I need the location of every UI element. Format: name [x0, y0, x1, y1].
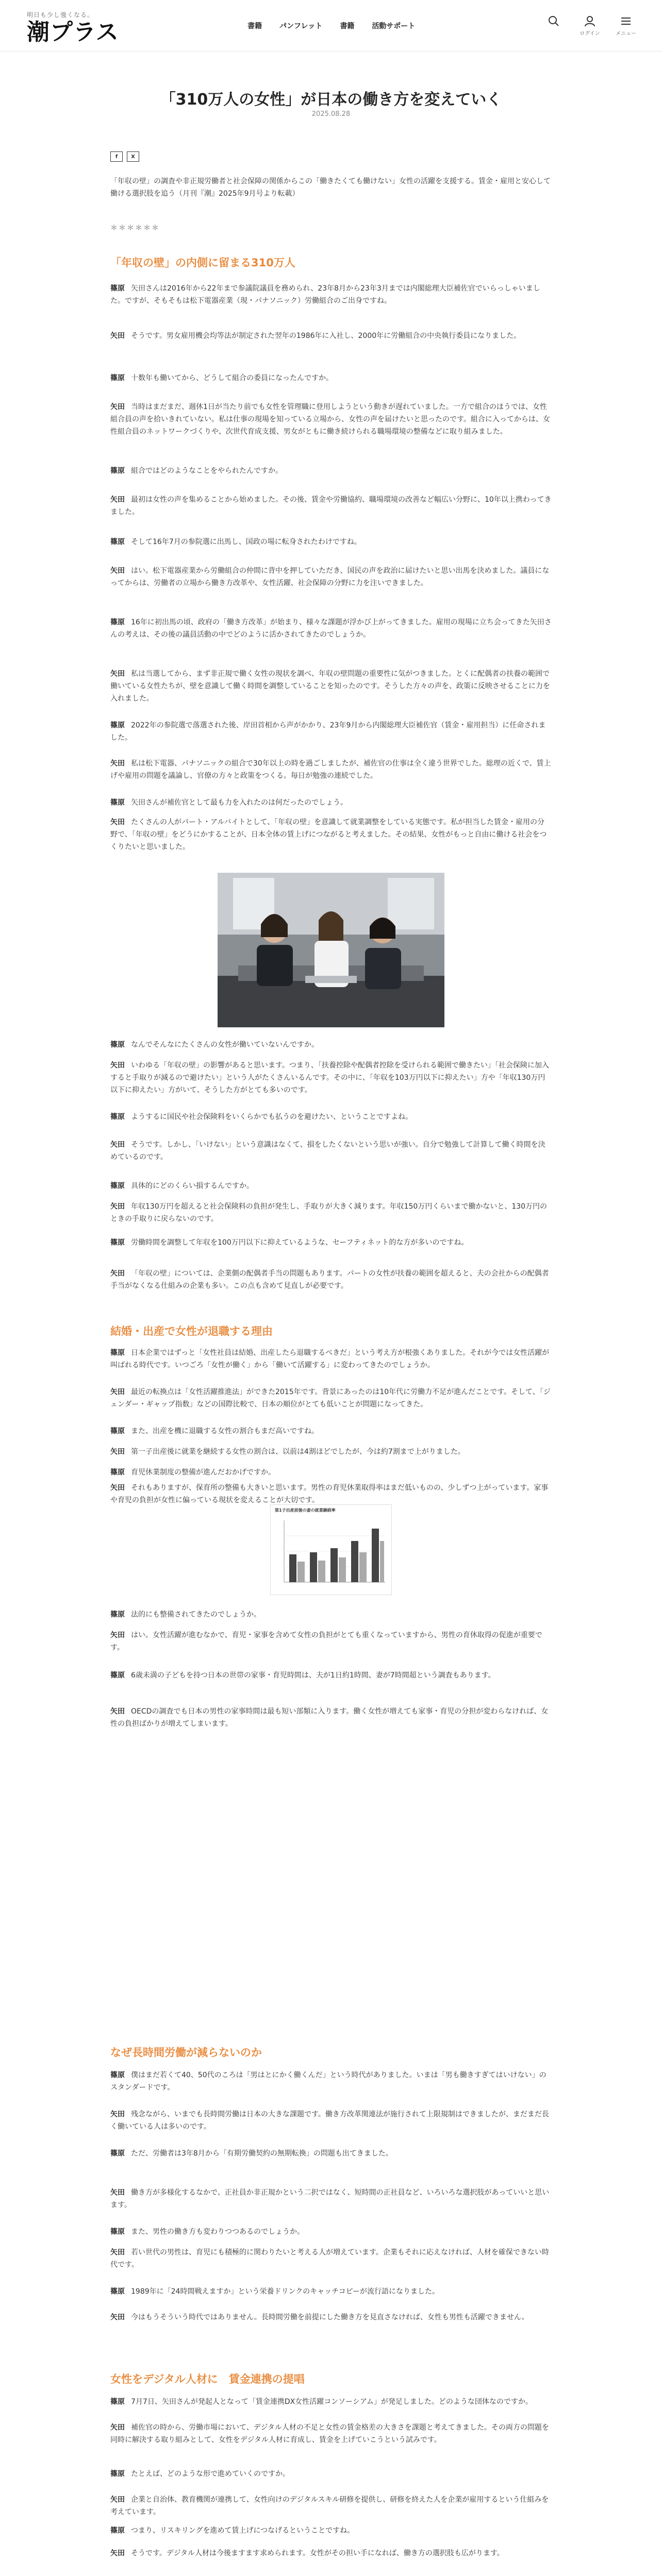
paragraph-text: 残念ながら、いまでも長時間労働は日本の大きな課題です。働き方改革関連法が施行されて上限規制はできましたが、まだまだ長く働いている人は多いのです。 [110, 2110, 549, 2131]
nav-item-books[interactable]: 書籍 [247, 22, 262, 30]
dialogue-paragraph [110, 465, 552, 477]
login-button[interactable] [578, 15, 601, 37]
dialogue-paragraph [110, 282, 552, 307]
speaker: 篠原 [110, 2228, 125, 2236]
paragraph-text: 第一子出産後に就業を継続する女性の割合は、以前は4割ほどでしたが、今は約7割まで上がりました。 [131, 1448, 465, 1456]
paragraph-text: そして16年7月の参院選に出馬し、国政の場に転身されたわけですね。 [131, 538, 361, 546]
dialogue-paragraph [110, 2187, 552, 2211]
paragraph-text: 1989年に「24時間戦えますか」という栄養ドリンクのキャッチコピーが流行語になりました。 [131, 2287, 440, 2296]
paragraph-text: そうです。男女雇用機会均等法が制定された翌年の1986年に入社し、2000年に労働組合の中央執行委員になりました。 [131, 332, 521, 340]
speaker: 篠原 [110, 1611, 125, 1619]
speaker: 篠原 [110, 1671, 125, 1680]
speaker: 篠原 [110, 2149, 125, 2158]
speaker: 篠原 [110, 2398, 125, 2406]
paragraph-text: 補佐官の時から、労働市場において、デジタル人材の不足と女性の賃金格差の大きさを課題と考えてきました。その両方の問題を同時に解決する取り組みとして、女性をデジタル人材に育成し、賃金を上げていこうという試みです。 [110, 2424, 549, 2444]
article-lead: 「年収の壁」の調査や非正規労働者と社会保障の関係からこの「働きたくても働けない」女性の活躍を支援する。賃金・雇用と安心して働ける選択肢を追う（月刊『潮』2025年9月号より転載） [110, 177, 551, 198]
paragraph-text: OECDの調査でも日本の男性の家事時間は最も短い部類に入ります。働く女性が増えても家事・育児の分担が変わらなければ、女性の負担ばかりが増えてしまいます。 [110, 1707, 549, 1728]
dialogue-paragraph [110, 1347, 552, 1371]
paragraph-text: また、男性の働き方も変わりつつあるのでしょうか。 [131, 2228, 304, 2236]
speaker: 矢田 [110, 403, 125, 411]
speaker: 矢田 [110, 2189, 125, 2197]
paragraph-text: 若い世代の男性は、育児にも積極的に関わりたいと考える人が増えています。企業もそれに応えなければ、人材を確保できない時代です。 [110, 2248, 549, 2269]
user-icon [584, 15, 595, 27]
speaker: 矢田 [110, 1484, 125, 1492]
speaker: 篠原 [110, 1041, 125, 1049]
paragraph-text: 働き方が多様化するなかで、正社員か非正規かという二択ではなく、短時間の正社員など、いろいろな選択肢があっていいと思います。 [110, 2189, 550, 2209]
dialogue-paragraph [110, 719, 552, 744]
speaker: 矢田 [110, 759, 125, 768]
speaker: 矢田 [110, 1269, 125, 1278]
dialogue-paragraph [110, 1482, 552, 1506]
dialogue-paragraph [110, 1705, 552, 1730]
speaker: 矢田 [110, 2549, 125, 2557]
paragraph-text: 具体的にどのくらい損するんですか。 [131, 1182, 254, 1190]
section-heading: 「年収の壁」の内側に留まる310万人 [110, 257, 295, 269]
site-header [0, 0, 662, 52]
share-buttons [110, 151, 139, 162]
dialogue-paragraph [110, 2524, 552, 2537]
speaker: 矢田 [110, 2248, 125, 2257]
dialogue-paragraph [110, 1111, 552, 1123]
paragraph-text: 7月7日、矢田さんが発起人となって「賃金連携DX女性活躍コンソーシアム」が発足しました。どのような団体なのですか。 [131, 2398, 533, 2406]
dialogue-paragraph [110, 536, 552, 548]
paragraph-text: 矢田さんが補佐官として最も力を入れたのは何だったのでしょう。 [131, 799, 347, 807]
speaker: 矢田 [110, 496, 125, 504]
dialogue-paragraph [110, 1139, 552, 1163]
dialogue-paragraph [110, 401, 552, 438]
paragraph-text: いわゆる「年収の壁」の影響があると思います。つまり、「扶養控除や配偶者控除を受けられる範囲で働きたい」「社会保険に加入すると手取りが減るので避けたい」という人がたくさんいるんです。その中に、「年収を103万円以下に抑えたい」方や「年収130万円以下に抑えたい」方がいて、そうした方がとても多いのです。 [110, 1061, 549, 1094]
speaker: 矢田 [110, 2110, 125, 2119]
menu-label: メニュー [616, 31, 636, 37]
speaker: 篠原 [110, 618, 125, 626]
paragraph-text: 16年に初出馬の頃、政府の「働き方改革」が始まり、様々な課題が浮かび上がってきました。雇用の現場に立ち会ってきた矢田さんの考えは、その後の議員活動の中でどのように活かされてきたのでしょうか。 [110, 618, 552, 639]
logo-tagline: 明日も少し強くなる。 [27, 11, 94, 19]
paragraph-text: 矢田さんは2016年から22年まで参議院議員を務められ、23年8月から23年3月までは内閣総理大臣補佐官でいらっしゃいました。ですが、そもそもは松下電器産業（現・パナソニック）労働組合のご出身ですね。 [110, 284, 540, 305]
speaker: 篠原 [110, 799, 125, 807]
dialogue-paragraph [110, 816, 552, 853]
paragraph-text: 2022年の参院選で落選された後、岸田首相から声がかかり、23年9月から内閣総理大臣補佐官（賃金・雇用担当）に任命されました。 [110, 721, 546, 742]
speaker: 篠原 [110, 284, 125, 293]
share-x-button[interactable]: X [127, 151, 139, 162]
share-facebook-button[interactable]: f [110, 151, 123, 162]
section-heading: 女性をデジタル人材に 賃金連携の提唱 [110, 2373, 305, 2385]
paragraph-text: 当時はまだまだ、週休1日が当たり前でも女性を管理職に登用しようという動きが遅れていました。一方で組合のほうでは、女性組合員の声を拾いきれていない。私は仕事の現場を知っている立場から、女性の声を届けたいと思ったのです。組合に入ってからは、女性組合員のネットワークづくりや、次世代育成支援、男女がともに働き続けられる職場環境の整備などに取り組みました。 [110, 403, 550, 436]
section-heading: 結婚・出産で女性が退職する理由 [110, 1325, 273, 1337]
speaker: 篠原 [110, 2527, 125, 2535]
speaker: 矢田 [110, 1631, 125, 1639]
nav-item-pamphlet[interactable]: パンフレット [279, 22, 323, 30]
speaker: 矢田 [110, 670, 125, 678]
speaker: 矢田 [110, 1202, 125, 1211]
dialogue-paragraph [110, 1608, 552, 1621]
paragraph-text: はい。松下電器産業から労働組合の仲間に背中を押していただき、国民の声を政治に届けたいと思い出馬を決めました。議員になってからは、労働者の立場から働き方改革や、女性活躍、社会保障の分野に力を注いできました。 [110, 567, 550, 587]
speaker: 矢田 [110, 1707, 125, 1716]
dialogue-paragraph [110, 1200, 552, 1225]
dialogue-paragraph [110, 757, 552, 782]
dialogue-paragraph [110, 2246, 552, 2271]
paragraph-text: それもありますが、保育所の整備も大きいと思います。男性の育児休業取得率はまだ低いものの、少しずつ上がっています。家事や育児の負担が女性に偏っている現状を変えることが大切です。 [110, 1484, 549, 1504]
dialogue-paragraph [110, 2547, 552, 2560]
paragraph-text: 最近の転換点は「女性活躍推進法」ができた2015年です。背景にあったのは10年代に労働力不足が進んだことです。そして、「ジェンダー・ギャップ指数」などの国際比較で、日本の順位がとても低いことが問題になってきた。 [110, 1388, 551, 1409]
nav-item-activity-support[interactable]: 活動サポート [372, 22, 416, 30]
speaker: 篠原 [110, 467, 125, 475]
speaker: 篠原 [110, 1427, 125, 1435]
office-photo-image [218, 873, 444, 1027]
speaker: 矢田 [110, 1141, 125, 1149]
speaker: 篠原 [110, 1468, 125, 1477]
dialogue-paragraph [110, 1039, 552, 1051]
dialogue-paragraph [110, 1466, 552, 1479]
paragraph-text: 6歳未満の子どもを持つ日本の世帯の家事・育児時間は、夫が1日約1時間、妻が7時間超という調査もあります。 [131, 1671, 495, 1680]
article-date: 2025.08.28 [311, 110, 351, 118]
paragraph-text: たとえば、どのような形で進めていくのですか。 [131, 2470, 290, 2478]
paragraph-text: 僕はまだ若くて40、50代のころは「男はとにかく働くんだ」という時代がありました。いまは「男も働きすぎてはいけない」のスタンダードです。 [110, 2071, 547, 2092]
dialogue-paragraph [110, 2226, 552, 2238]
paragraph-text: 私は松下電器、パナソニックの組合で30年以上の時を過ごしましたが、補佐官の仕事は全く違う世界でした。総理の近くで、賃上げや雇用の問題を議論し、官僚の方々と政策をつくる。毎日が勉強の連続でした。 [110, 759, 551, 780]
dialogue-paragraph [110, 1180, 552, 1192]
speaker: 篠原 [110, 1239, 125, 1247]
dialogue-paragraph [110, 2108, 552, 2133]
dialogue-paragraph [110, 372, 552, 384]
dialogue-paragraph [110, 1446, 552, 1458]
dialogue-paragraph [110, 668, 552, 705]
divider-mark: ＊＊＊＊＊＊ [110, 224, 160, 232]
paragraph-text: 法的にも整備されてきたのでしょうか。 [131, 1611, 261, 1619]
dialogue-paragraph [110, 796, 552, 809]
nav-item-books-2[interactable]: 書籍 [340, 22, 355, 30]
paragraph-text: そうです。デジタル人材は今後ますます求められます。女性がその担い手になれば、働き方の選択肢も広がります。 [131, 2549, 504, 2557]
speaker: 矢田 [110, 1061, 125, 1070]
speaker: 篠原 [110, 2470, 125, 2478]
site-logo[interactable] [27, 10, 130, 46]
article-chart-figure [270, 1504, 392, 1595]
speaker: 篠原 [110, 1113, 125, 1121]
dialogue-paragraph [110, 2396, 552, 2408]
speaker: 篠原 [110, 721, 125, 730]
paragraph-text: また、出産を機に退職する女性の割合もまだ高いですね。 [131, 1427, 319, 1435]
speaker: 矢田 [110, 2424, 125, 2432]
dialogue-paragraph [110, 2069, 552, 2094]
dialogue-paragraph [110, 1425, 552, 1437]
header-icons [542, 15, 637, 37]
paragraph-text: なんでそんなにたくさんの女性が働いていないんですか。 [131, 1041, 319, 1049]
menu-button[interactable] [615, 15, 637, 37]
dialogue-paragraph [110, 1059, 552, 1096]
paragraph-text: そうです。しかし、「いけない」という意識はなくて、損をしたくないという思いが強い。自分で勉強して計算して働く時間を決めているのです。 [110, 1141, 545, 1161]
speaker: 篠原 [110, 538, 125, 546]
speaker: 矢田 [110, 818, 125, 826]
dialogue-paragraph [110, 1629, 552, 1654]
dialogue-paragraph [110, 1267, 552, 1292]
menu-icon [620, 15, 632, 27]
paragraph-text: 私は当選してから、まず非正規で働く女性の現状を調べ、年収の壁問題の重要性に気がつきました。とくに配偶者の扶養の範囲で働いている女性たちが、壁を意識して働く時間を調整していることを知ったのです。そうした方々の声を、政策に反映させることに力を入れました。 [110, 670, 550, 703]
article-title: 「310万人の女性」が日本の働き方を変えていく [160, 91, 502, 109]
paragraph-text: 最初は女性の声を集めることから始めました。その後、賃金や労働協約、職場環境の改善など幅広い分野に、10年以上携わってきました。 [110, 496, 552, 516]
dialogue-paragraph [110, 2494, 552, 2518]
paragraph-text: 組合ではどのようなことをやられたんですか。 [131, 467, 283, 475]
paragraph-text: 労働時間を調整して年収を100万円以下に抑えているような、セーフティネット的な方が多いのですね。 [131, 1239, 469, 1247]
paragraph-text: はい。女性活躍が進むなかで、育児・家事を含めて女性の負担がとても重くなっていますから、男性の育休取得の促進が重要です。 [110, 1631, 542, 1652]
paragraph-text: 十数年も働いてから、どうして組合の委員になったんですか。 [131, 374, 333, 382]
speaker: 篠原 [110, 1349, 125, 1357]
speaker: 矢田 [110, 1388, 125, 1396]
speaker: 篠原 [110, 2287, 125, 2296]
paragraph-text: 企業と自治体、教育機関が連携して、女性向けのデジタルスキル研修を提供し、研修を終えた人を企業が雇用するという仕組みを考えています。 [110, 2496, 549, 2516]
paragraph-text: ようするに国民や社会保険料をいくらかでも払うのを避けたい、ということですよね。 [131, 1113, 412, 1121]
dialogue-paragraph [110, 2468, 552, 2480]
dialogue-paragraph [110, 2285, 552, 2298]
paragraph-text: 年収130万円を超えると社会保険料の負担が発生し、手取りが大きく減ります。年収150万円くらいまで働かないと、130万円のときの手取りに戻らないのです。 [110, 1202, 548, 1223]
dialogue-paragraph [110, 1386, 552, 1411]
logo-text: 潮プラス [27, 19, 119, 45]
main-nav [247, 21, 415, 31]
speaker: 矢田 [110, 2496, 125, 2504]
paragraph-text: 今はもうそういう時代ではありません。長時間労働を前提にした働き方を見直さなければ、女性も男性も活躍できません。 [131, 2313, 529, 2321]
dialogue-paragraph [110, 2311, 552, 2324]
paragraph-text: ただ、労働者は3年8月から「有期労働契約の無期転換」の問題も出てきました。 [131, 2149, 393, 2158]
article-photo-office [218, 873, 444, 1027]
speaker: 矢田 [110, 2313, 125, 2321]
paragraph-text: つまり、リスキリングを進めて賃上げにつなげるということですね。 [131, 2527, 355, 2535]
paragraph-text: 日本企業ではずっと「女性社員は結婚、出産したら退職するべきだ」という考え方が根強くありました。それが今では女性活躍が叫ばれる時代です。いつごろ「女性が働く」から「働いて活躍する」に変わってきたのでしょうか。 [110, 1349, 550, 1369]
speaker: 篠原 [110, 374, 125, 382]
search-icon [548, 15, 559, 27]
speaker: 篠原 [110, 2071, 125, 2079]
dialogue-paragraph [110, 565, 552, 589]
speaker: 篠原 [110, 1182, 125, 1190]
search-button[interactable] [542, 15, 565, 37]
dialogue-paragraph [110, 494, 552, 518]
speaker: 矢田 [110, 567, 125, 575]
dialogue-paragraph [110, 330, 552, 342]
login-label: ログイン [580, 31, 600, 37]
paragraph-text: たくさんの人がパート・アルバイトとして、「年収の壁」を意識して就業調整をしている実態です。私が担当した賃金・雇用の分野で、「年収の壁」をどうにかすることが、日本全体の賃上げにつながると考えました。その結果、女性がもっと自由に働ける社会をつくりたいと思いました。 [110, 818, 547, 851]
paragraph-text: 育児休業制度の整備が進んだおかげですか。 [131, 1468, 275, 1477]
chart-title: 第1子出産前後の妻の就業継続率 [275, 1508, 336, 1513]
chart-image [271, 1505, 392, 1596]
speaker: 矢田 [110, 1448, 125, 1456]
speaker: 矢田 [110, 332, 125, 340]
section-heading: なぜ長時間労働が減らないのか [110, 2046, 262, 2059]
dialogue-paragraph [110, 616, 552, 641]
paragraph-text: 「年収の壁」については、企業側の配偶者手当の問題もあります。パートの女性が扶養の範囲を超えると、夫の会社からの配偶者手当がなくなる仕組みの企業も多い。この点も含めて見直しが必要です。 [110, 1269, 549, 1290]
dialogue-paragraph [110, 2147, 552, 2160]
dialogue-paragraph [110, 2421, 552, 2446]
dialogue-paragraph [110, 1669, 552, 1682]
dialogue-paragraph [110, 1236, 552, 1249]
